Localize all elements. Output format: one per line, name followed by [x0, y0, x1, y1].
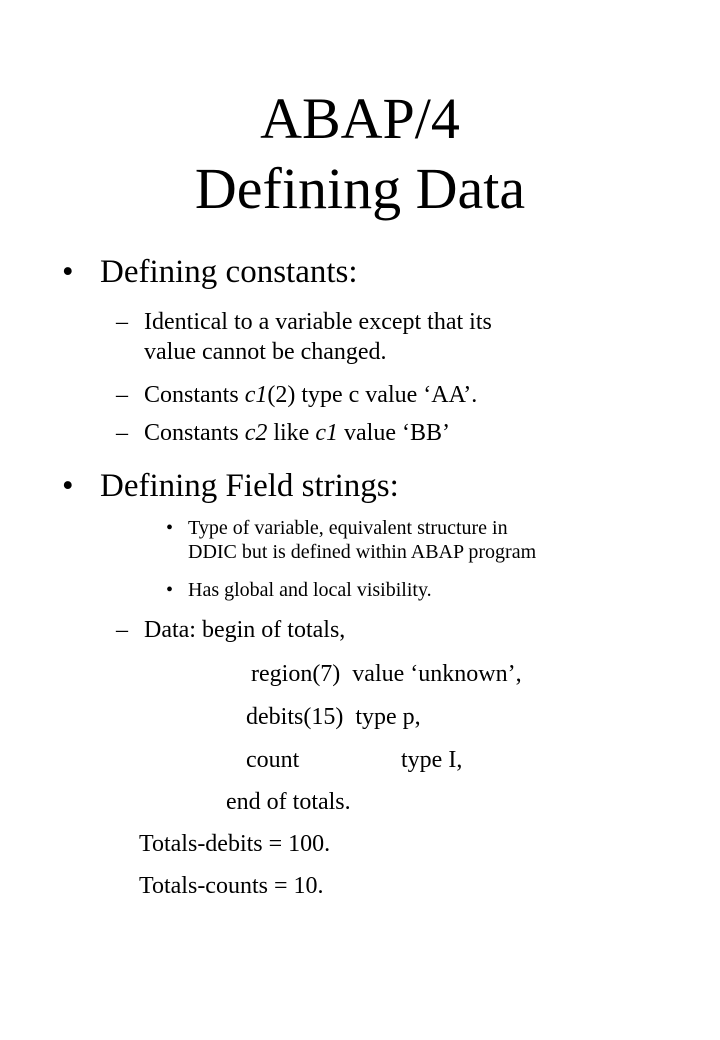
code-line-region: region(7) value ‘unknown’, — [251, 661, 522, 687]
subitem-text-line-1: Type of variable, equivalent structure in — [188, 517, 508, 539]
code-line-end: end of totals. — [226, 789, 351, 815]
item-suffix: (2) type c value ‘AA’. — [267, 382, 478, 408]
code-line-count-name: count — [246, 747, 300, 773]
item-var-1: c2 — [244, 420, 268, 446]
item-var: c1 — [244, 382, 268, 408]
item-prefix: Constants — [144, 382, 245, 408]
item-text-line-1: Identical to a variable except that its — [144, 309, 492, 335]
item-text-line-2: value cannot be changed. — [144, 339, 387, 365]
dash-icon: – — [116, 617, 128, 643]
bullet-icon: • — [62, 254, 74, 290]
section-heading-text: Defining constants: — [100, 254, 358, 290]
dash-icon: – — [116, 420, 128, 446]
constants-item-c2 — [116, 418, 450, 448]
subitem-text: Has global and local visibility. — [188, 579, 432, 601]
bullet-icon: • — [166, 579, 174, 601]
bullet-icon: • — [62, 468, 74, 504]
code-line-debits: debits(15) type p, — [246, 704, 421, 730]
field-strings-subitem-visibility — [166, 578, 432, 602]
section-heading-text: Defining Field strings: — [100, 468, 399, 504]
code-line-totals-debits: Totals-debits = 100. — [139, 831, 331, 857]
item-text: Data: begin of totals, — [144, 617, 346, 643]
item-suffix: value ‘BB’ — [338, 420, 450, 446]
code-line-totals-counts: Totals-counts = 10. — [139, 873, 324, 899]
bullet-icon: • — [166, 517, 174, 539]
field-strings-item-data — [116, 615, 346, 645]
field-strings-subitem-type — [166, 516, 537, 565]
slide-title-line-1: ABAP/4 — [260, 86, 460, 151]
code-line-count-type: type I, — [401, 747, 463, 773]
item-var-2: c1 — [315, 420, 338, 446]
section-heading-field-strings — [62, 468, 399, 504]
constants-item-identical — [116, 307, 492, 367]
slide-title-line-2: Defining Data — [194, 156, 526, 221]
item-prefix: Constants — [144, 420, 245, 446]
subitem-text-line-2: DDIC but is defined within ABAP program — [188, 541, 537, 564]
dash-icon: – — [116, 309, 128, 335]
section-heading-constants — [62, 254, 358, 290]
constants-item-c1 — [116, 380, 478, 410]
dash-icon: – — [116, 382, 128, 408]
item-mid: like — [267, 420, 316, 446]
